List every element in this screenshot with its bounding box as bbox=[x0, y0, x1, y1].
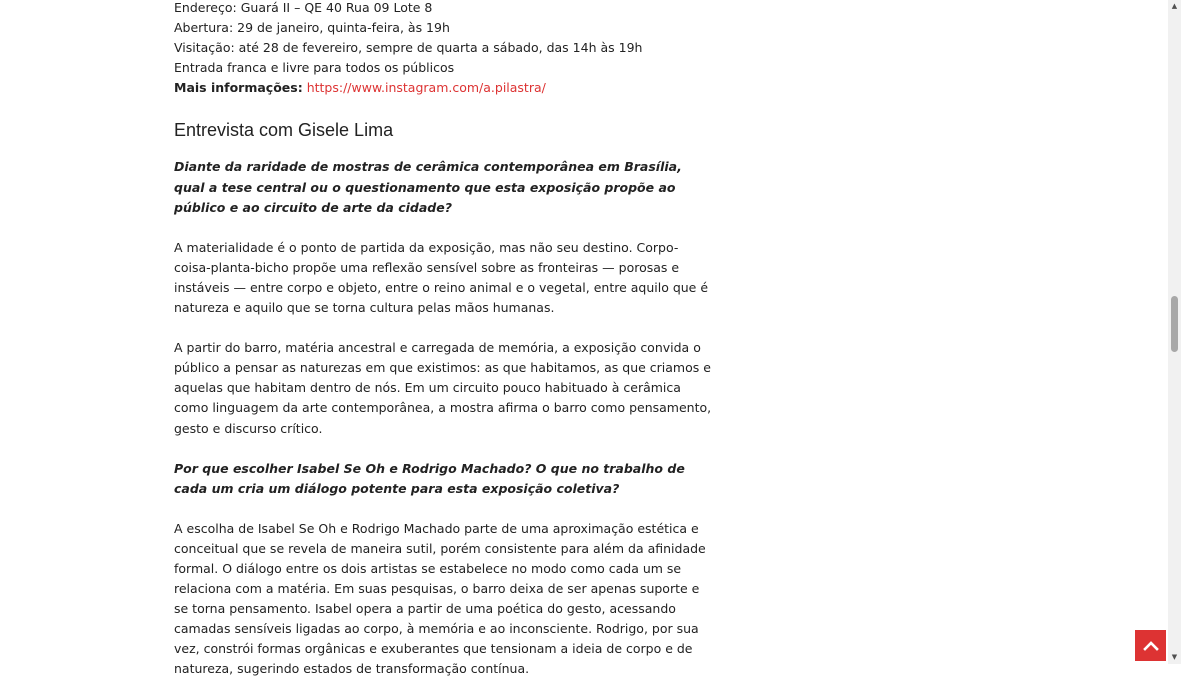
interview-answer-1-paragraph-1: A materialidade é o ponto de partida da exposição, mas não seu destino. Corpo-coisa-planta-bicho propõe uma reflexão sensível sobre as fronteiras — porosas e instáveis — entre corpo e objeto, entre o reino animal e o vegetal, entre aquilo que é natureza e aquilo que se torna cultura pelas mãos humanas. bbox=[174, 239, 709, 316]
scroll-thumb[interactable] bbox=[1171, 296, 1178, 352]
back-to-top-button[interactable] bbox=[1135, 630, 1166, 661]
event-entrance: Entrada franca e livre para todos os públicos bbox=[174, 60, 455, 76]
page-scrollbar[interactable] bbox=[1168, 0, 1181, 664]
interview-answer-1-paragraph-2: A partir do barro, matéria ancestral e carregada de memória, a exposição convida o público a pensar as naturezas em que existimos: as que habitamos, as que criamos e aquelas que habitam dentro de nós. Em um circuito pouco habituado à cerâmica como linguagem da arte contemporânea, a mostra afirma o barro como pensamento, gesto e discurso crítico. bbox=[174, 340, 712, 436]
event-visitation: Visitação: até 28 de fevereiro, sempre de quarta a sábado, das 14h às 19h bbox=[174, 40, 643, 56]
chevron-up-icon bbox=[1143, 638, 1159, 654]
triangle-up-icon: ▲ bbox=[1171, 2, 1178, 10]
interview-question-2: Por que escolher Isabel Se Oh e Rodrigo Machado? O que no trabalho de cada um cria um diálogo potente para esta exposição coletiva? bbox=[174, 460, 685, 496]
instagram-link[interactable]: https://www.instagram.com/a.pilastra/ bbox=[306, 80, 546, 96]
article-body bbox=[174, 0, 714, 700]
interview-question-1: Diante da raridade de mostras de cerâmica contemporânea em Brasília, qual a tese central ou o questionamento que esta exposição propõe ao público e ao circuito de arte da cidade? bbox=[174, 159, 682, 215]
interview-answer-2-paragraph-1: A escolha de Isabel Se Oh e Rodrigo Machado parte de uma aproximação estética e conceitual que se revela de maneira sutil, porém consistente para além da afinidade formal. O diálogo entre os dois artistas se estabelece no modo como cada um se relaciona com a matéria. Em suas pesquisas, o barro deixa de ser apenas suporte e se torna pensamento. Isabel opera a partir de uma poética do gesto, acessando camadas sensíveis ligadas ao corpo, à memória e ao inconsciente. Rodrigo, por sua vez, constrói formas orgânicas e exuberantes que tensionam a ideia de corpo e de natureza, sugerindo estados de transformação contínua. bbox=[174, 520, 706, 677]
event-opening: Abertura: 29 de janeiro, quinta-feira, às 19h bbox=[174, 20, 450, 36]
scroll-up-arrow[interactable] bbox=[1168, 0, 1181, 13]
more-info-label: Mais informações: bbox=[174, 80, 303, 96]
more-info-line bbox=[174, 78, 714, 98]
scroll-down-arrow[interactable] bbox=[1168, 651, 1181, 664]
interview-heading: Entrevista com Gisele Lima bbox=[174, 120, 394, 141]
event-address: Endereço: Guará II – QE 40 Rua 09 Lote 8 bbox=[174, 0, 433, 15]
triangle-down-icon: ▼ bbox=[1171, 653, 1178, 661]
